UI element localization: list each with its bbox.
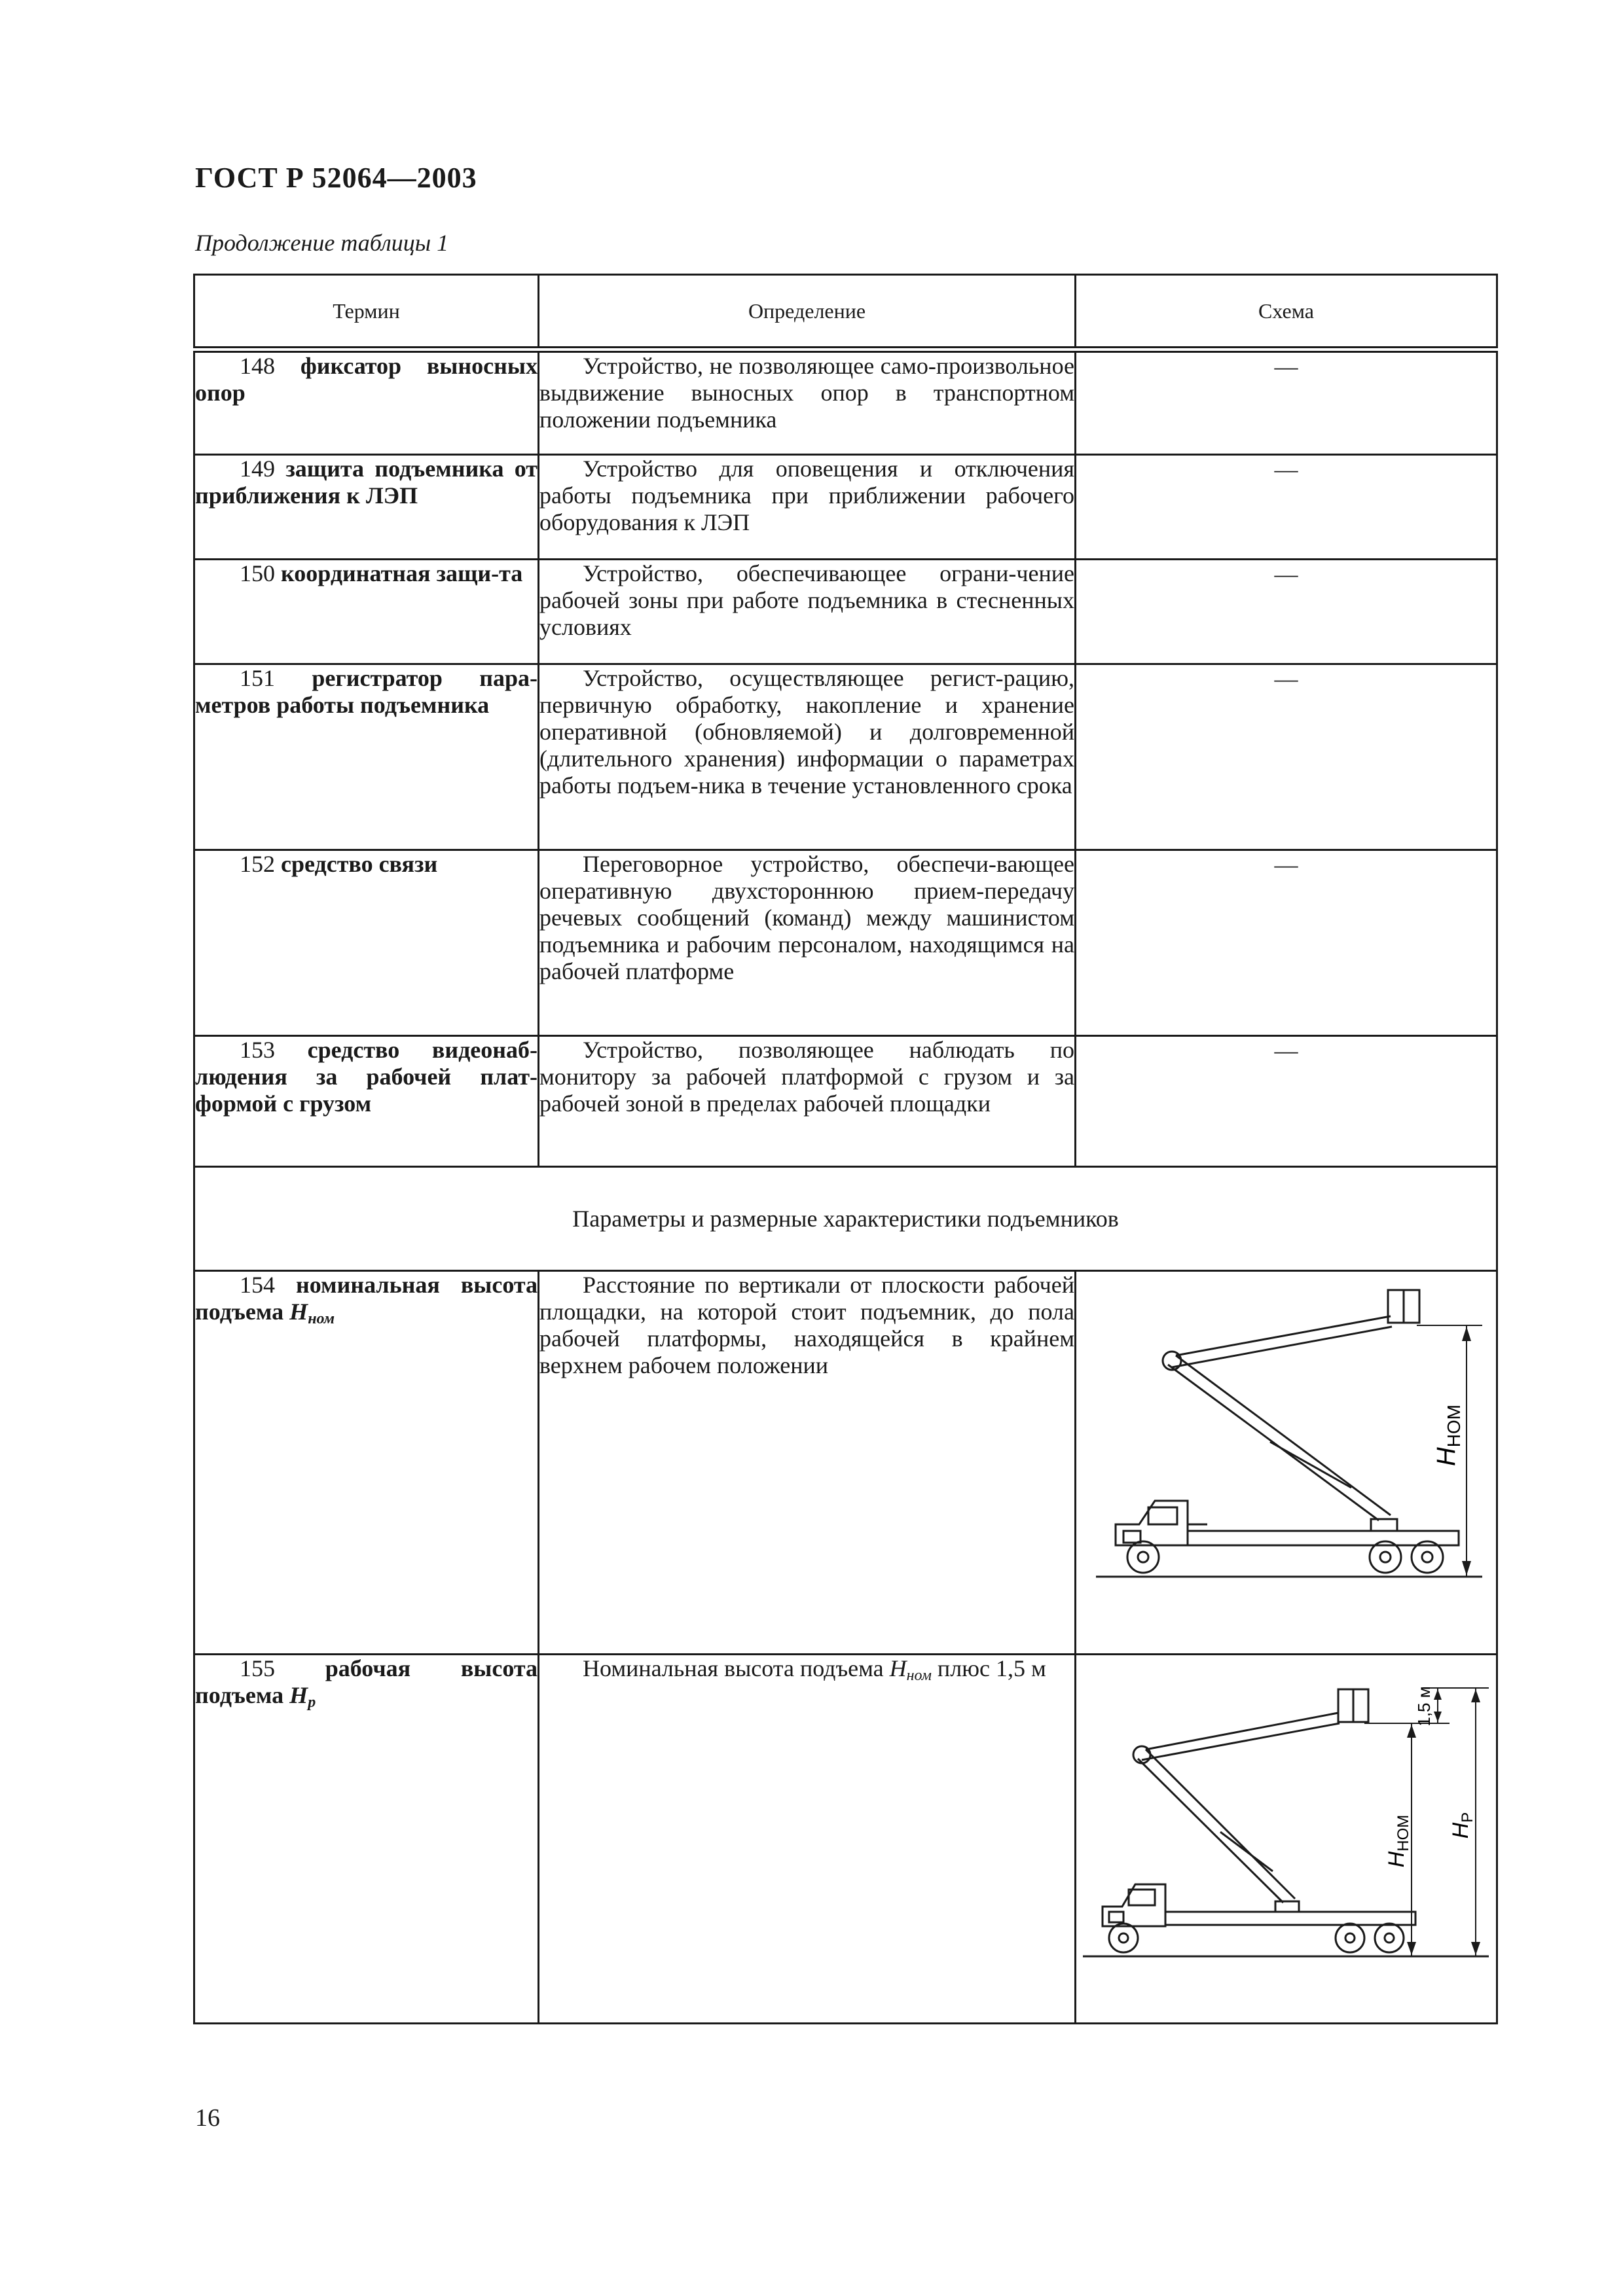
term-number: 149 xyxy=(240,455,275,482)
term-cell xyxy=(194,1654,539,2023)
definition-text: Устройство, осуществляющее регист-рацию, первичную обработку, накопление и хранение оперативной (обновляемой) и долговременной (длительного хранения) информации о параметрах работы подъем-ника в течение установленного срока xyxy=(539,664,1074,798)
dimension-label-h-p xyxy=(1448,1812,1476,1839)
dimension-label-h-nom xyxy=(1384,1814,1412,1867)
term-name: номинальная высота подъема xyxy=(195,1271,538,1325)
term-name: регистратор пара-метров работы подъемника xyxy=(195,664,538,718)
page-number: 16 xyxy=(195,2104,220,2132)
term-name: средство связи xyxy=(281,850,438,877)
scheme-cell: — xyxy=(1076,454,1497,559)
term-name: фиксатор выносных опор xyxy=(195,353,538,406)
term-number: 151 xyxy=(240,664,275,691)
term-cell xyxy=(194,559,539,664)
dimension-label-h-nom xyxy=(1432,1404,1464,1465)
svg-text:HНОМ: $H_{НОМ}$ xyxy=(1384,1814,1412,1867)
definition-text: Устройство, обеспечивающее ограни-чение рабочей зоны при работе подъемника в стесненных условиях xyxy=(539,560,1074,640)
term-number: 150 xyxy=(240,560,275,586)
svg-text:HНОМ: $H_{НОМ}$ xyxy=(1432,1404,1464,1466)
term-cell xyxy=(194,1035,539,1166)
scheme-cell: — xyxy=(1076,850,1497,1035)
table-header-row xyxy=(194,275,1497,350)
section-title: Параметры и размерные характеристики подъемников xyxy=(194,1166,1497,1270)
definition-text: Переговорное устройство, обеспечи-вающее оперативную двухстороннюю прием-передачу речевых сообщений (команд) между машинистом подъемника и рабочим персоналом, находящимся на рабочей платформе xyxy=(539,850,1074,984)
definition-cell xyxy=(539,350,1076,454)
table-row xyxy=(194,559,1497,664)
table-caption: Продолжение таблицы 1 xyxy=(195,230,449,256)
dimension-label-1-5m xyxy=(1414,1686,1434,1726)
table-row xyxy=(194,664,1497,850)
scheme-cell: — xyxy=(1076,350,1497,454)
section-row xyxy=(194,1166,1497,1270)
table-row xyxy=(194,1654,1497,2023)
term-cell xyxy=(194,664,539,850)
svg-text:1,5 м: 1,5 м xyxy=(1414,1685,1434,1727)
definition-text-tail: плюс 1,5 м xyxy=(931,1655,1046,1681)
definition-cell xyxy=(539,1035,1076,1166)
column-header-scheme: Схема xyxy=(1076,275,1497,350)
scheme-cell: — xyxy=(1076,559,1497,664)
definition-cell xyxy=(539,1654,1076,2023)
definition-text: Номинальная высота подъема xyxy=(583,1655,890,1681)
term-cell xyxy=(194,850,539,1035)
definition-cell xyxy=(539,1270,1076,1654)
lift-scheme-154 xyxy=(1076,1272,1495,1650)
document-code: ГОСТ Р 52064—2003 xyxy=(195,162,477,194)
term-name: защита подъемника от приближения к ЛЭП xyxy=(195,455,538,509)
definition-text: Расстояние по вертикали от плоскости рабочей площадки, на которой стоит подъемник, до пола рабочей платформы, находящейся в крайнем верхнем рабочем положении xyxy=(539,1271,1074,1378)
term-cell xyxy=(194,350,539,454)
scheme-cell xyxy=(1076,1654,1497,2023)
definition-symbol: $H_{ном}$ xyxy=(889,1655,932,1684)
term-number: 148 xyxy=(240,353,275,379)
definition-text: Устройство, не позволяющее само-произвольное выдвижение выносных опор в транспортном положении подъемника xyxy=(539,353,1074,433)
definition-cell xyxy=(539,454,1076,559)
term-cell xyxy=(194,454,539,559)
terms-table xyxy=(193,274,1498,2024)
table-row xyxy=(194,350,1497,454)
column-header-term: Термин xyxy=(194,275,539,350)
term-number: 154 xyxy=(240,1271,275,1298)
term-cell xyxy=(194,1270,539,1654)
definition-cell xyxy=(539,559,1076,664)
definition-text: Устройство, позволяющее наблюдать по монитору за рабочей платформой с грузом и за рабочей зоной в пределах рабочей площадки xyxy=(539,1036,1074,1117)
term-number: 152 xyxy=(240,850,275,877)
scheme-cell: — xyxy=(1076,664,1497,850)
svg-text:HР: $H_Р$ xyxy=(1448,1812,1476,1839)
term-symbol: $H_р$ xyxy=(289,1681,316,1711)
term-symbol: $H_{ном}$ xyxy=(289,1298,335,1327)
term-name: рабочая высота подъема xyxy=(195,1655,538,1708)
term-name: координатная защи-та xyxy=(281,560,523,586)
term-number: 155 xyxy=(240,1655,275,1681)
term-name: средство видеонаб-людения за рабочей плат-формой с грузом xyxy=(195,1036,538,1117)
scheme-cell xyxy=(1076,1270,1497,1654)
column-header-definition: Определение xyxy=(539,275,1076,350)
definition-text: Устройство для оповещения и отключения работы подъемника при приближении рабочего оборудования к ЛЭП xyxy=(539,455,1074,535)
table-row xyxy=(194,454,1497,559)
definition-cell xyxy=(539,850,1076,1035)
table-row xyxy=(194,1270,1497,1654)
lift-scheme-155 xyxy=(1076,1655,1495,2019)
scheme-cell: — xyxy=(1076,1035,1497,1166)
table-row xyxy=(194,850,1497,1035)
table-row xyxy=(194,1035,1497,1166)
definition-cell xyxy=(539,664,1076,850)
term-number: 153 xyxy=(240,1036,275,1063)
